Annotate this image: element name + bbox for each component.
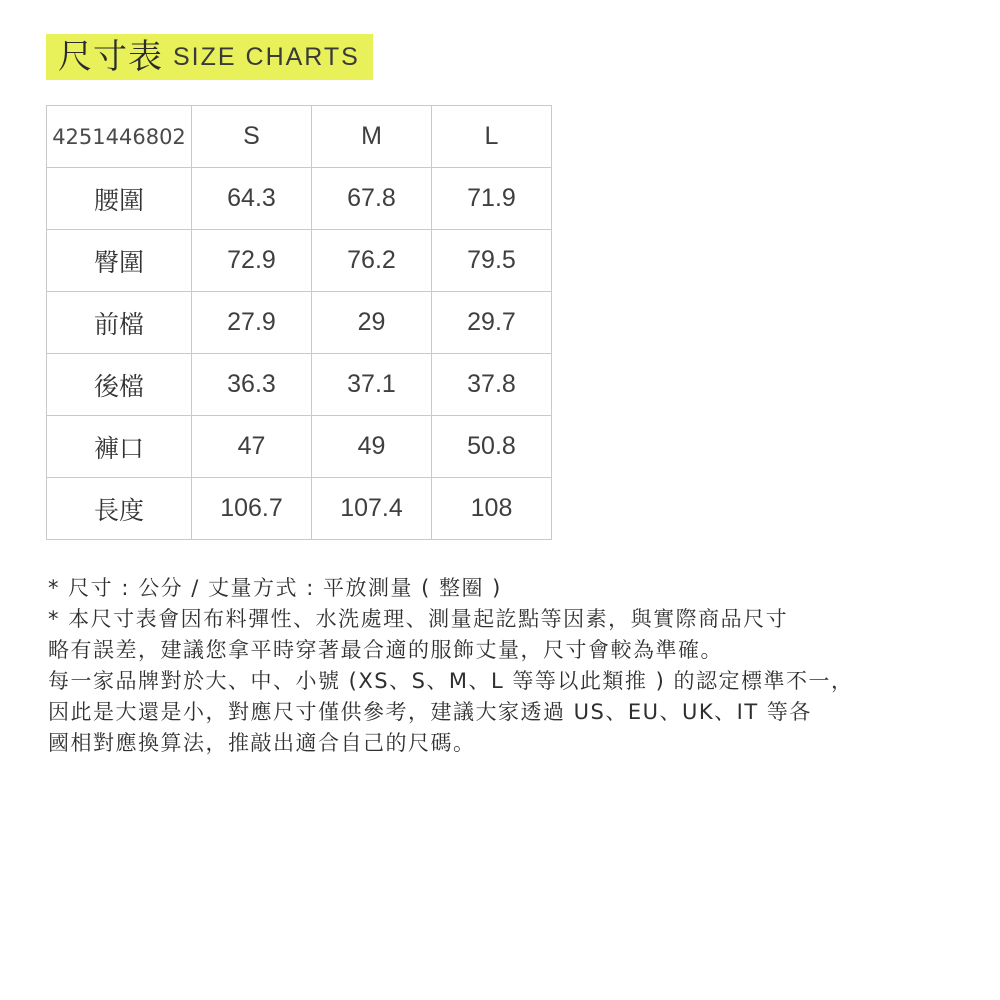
row-label: 後檔 [47, 354, 192, 416]
row-label: 長度 [47, 478, 192, 540]
product-code: 4251446802 [47, 106, 192, 168]
table-cell: 29.7 [432, 292, 552, 354]
table-cell: 67.8 [312, 168, 432, 230]
row-label: 臀圍 [47, 230, 192, 292]
column-header-s: S [192, 106, 312, 168]
table-cell: 47 [192, 416, 312, 478]
table-cell: 49 [312, 416, 432, 478]
table-row [47, 230, 552, 292]
title-english: SIZE CHARTS [173, 43, 360, 71]
table-cell: 27.9 [192, 292, 312, 354]
size-notes [48, 573, 968, 759]
table-cell: 64.3 [192, 168, 312, 230]
table-cell: 106.7 [192, 478, 312, 540]
title-chinese: 尺寸表 [58, 37, 163, 77]
table-header-row [47, 106, 552, 168]
column-header-l: L [432, 106, 552, 168]
table-cell: 107.4 [312, 478, 432, 540]
table-cell: 37.1 [312, 354, 432, 416]
table-cell: 71.9 [432, 168, 552, 230]
table-row [47, 478, 552, 540]
row-label: 腰圍 [47, 168, 192, 230]
column-header-m: M [312, 106, 432, 168]
table-cell: 108 [432, 478, 552, 540]
size-chart-title-banner [46, 34, 373, 80]
table-cell: 29 [312, 292, 432, 354]
note-line: 略有誤差，建議您拿平時穿著最合適的服飾丈量，尺寸會較為準確。 [48, 638, 723, 662]
size-table [46, 105, 552, 540]
table-cell: 72.9 [192, 230, 312, 292]
table-row [47, 416, 552, 478]
row-label: 前檔 [47, 292, 192, 354]
note-line: * 本尺寸表會因布料彈性、水洗處理、測量起訖點等因素，與實際商品尺寸 [48, 607, 789, 631]
note-line: 國相對應換算法，推敲出適合自己的尺碼。 [48, 731, 476, 755]
table-row [47, 292, 552, 354]
table-cell: 36.3 [192, 354, 312, 416]
row-label: 褲口 [47, 416, 192, 478]
table-cell: 76.2 [312, 230, 432, 292]
note-line: 因此是大還是小，對應尺寸僅供參考，建議大家透過 US、EU、UK、IT 等各 [48, 700, 812, 724]
note-line: 每一家品牌對於大、中、小號 (XS、S、M、L 等等以此類推 ) 的認定標準不一， [48, 669, 854, 693]
table-cell: 37.8 [432, 354, 552, 416]
table-row [47, 354, 552, 416]
table-cell: 50.8 [432, 416, 552, 478]
note-line: * 尺寸 : 公分 / 丈量方式 : 平放測量 ( 整圈 ) [48, 576, 502, 600]
table-row [47, 168, 552, 230]
table-cell: 79.5 [432, 230, 552, 292]
